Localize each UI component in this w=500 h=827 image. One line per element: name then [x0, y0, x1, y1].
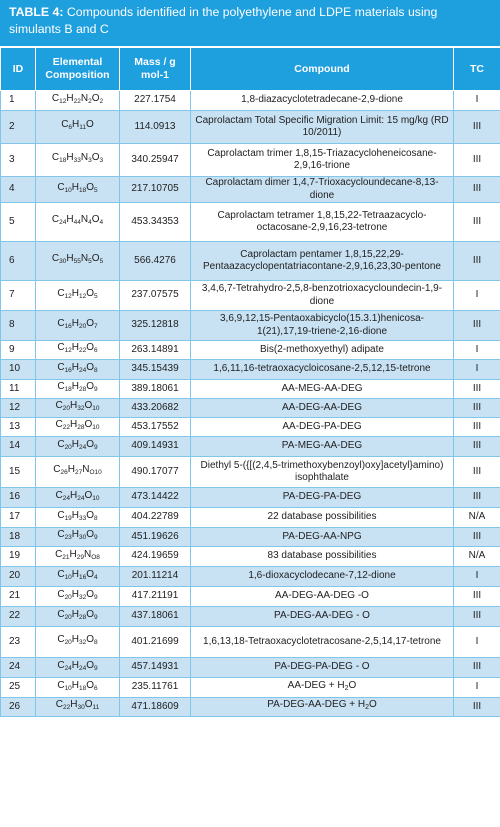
cell-compound: 22 database possibilities	[191, 508, 454, 528]
cell-tc: I	[454, 627, 500, 658]
cell-tc: III	[454, 111, 500, 144]
cell-mass: 114.0913	[120, 111, 191, 144]
cell-id: 7	[1, 281, 36, 311]
cell-elemental-composition: $C_6H_{11}O$	[36, 111, 120, 144]
cell-id: 3	[1, 144, 36, 177]
table-row	[1, 311, 500, 341]
cell-elemental-composition: $C_{21}H_{29}N_{O8}$	[36, 547, 120, 567]
cell-tc: I	[454, 678, 500, 698]
table-row	[1, 587, 500, 607]
cell-id: 10	[1, 360, 36, 380]
header-elemental-composition: Elemental Composition	[36, 48, 120, 91]
cell-id: 5	[1, 203, 36, 242]
cell-tc: III	[454, 418, 500, 437]
cell-id: 17	[1, 508, 36, 528]
cell-mass: 263.14891	[120, 341, 191, 360]
table-row	[1, 177, 500, 203]
cell-elemental-composition: $C_{23}H_{30}O_9$	[36, 528, 120, 547]
table-row	[1, 658, 500, 678]
table-row	[1, 144, 500, 177]
table-row	[1, 91, 500, 111]
cell-compound: PA-DEG-AA-DEG - O	[191, 607, 454, 627]
cell-elemental-composition: $C_{18}H_{33}N_3O_3$	[36, 144, 120, 177]
cell-compound: 1,8-diazacyclotetradecane-2,9-dione	[191, 91, 454, 111]
cell-tc: I	[454, 91, 500, 111]
cell-mass: 490.17077	[120, 457, 191, 488]
table-row	[1, 698, 500, 717]
cell-compound: Caprolactam Total Specific Migration Limit: 15 mg/kg (RD 10/2011)	[191, 111, 454, 144]
cell-compound: 83 database possibilities	[191, 547, 454, 567]
cell-id: 4	[1, 177, 36, 203]
table-row	[1, 528, 500, 547]
cell-mass: 417.21191	[120, 587, 191, 607]
cell-compound: AA-DEG-AA-DEG	[191, 399, 454, 418]
cell-mass: 566.4276	[120, 242, 191, 281]
cell-elemental-composition: $C_{19}H_{33}O_8$	[36, 508, 120, 528]
cell-tc: III	[454, 528, 500, 547]
cell-tc: I	[454, 360, 500, 380]
cell-mass: 424.19659	[120, 547, 191, 567]
cell-tc: I	[454, 567, 500, 587]
cell-elemental-composition: $C_{10}H_{18}O_5$	[36, 177, 120, 203]
cell-tc: III	[454, 399, 500, 418]
cell-id: 24	[1, 658, 36, 678]
cell-compound: Caprolactam dimer 1,4,7-Trioxacycloundecane-8,13-dione	[191, 177, 454, 203]
cell-mass: 201.11214	[120, 567, 191, 587]
cell-id: 9	[1, 341, 36, 360]
cell-mass: 345.15439	[120, 360, 191, 380]
cell-tc: I	[454, 281, 500, 311]
cell-id: 11	[1, 380, 36, 399]
cell-mass: 340.25947	[120, 144, 191, 177]
cell-mass: 451.19626	[120, 528, 191, 547]
cell-id: 12	[1, 399, 36, 418]
cell-elemental-composition: $C_{22}H_{28}O_{10}$	[36, 418, 120, 437]
cell-elemental-composition: $C_{10}H_{18}O_6$	[36, 678, 120, 698]
table-row	[1, 242, 500, 281]
cell-compound: PA-DEG-PA-DEG	[191, 488, 454, 508]
cell-tc: III	[454, 242, 500, 281]
cell-elemental-composition: $C_{10}H_{16}O_4$	[36, 567, 120, 587]
header-row	[1, 48, 500, 91]
caption-text: Compounds identified in the polyethylene and LDPE materials using simulants B and C	[9, 5, 438, 36]
cell-tc: N/A	[454, 547, 500, 567]
cell-compound: PA-DEG-PA-DEG - O	[191, 658, 454, 678]
cell-tc: III	[454, 380, 500, 399]
cell-mass: 453.34353	[120, 203, 191, 242]
table-row	[1, 607, 500, 627]
caption-label: TABLE 4:	[9, 5, 64, 19]
cell-tc: III	[454, 698, 500, 717]
cell-elemental-composition: $C_{20}H_{32}O_9$	[36, 587, 120, 607]
table-row	[1, 488, 500, 508]
cell-elemental-composition: $C_{20}H_{32}O_8$	[36, 627, 120, 658]
table-row	[1, 627, 500, 658]
cell-mass: 235.11761	[120, 678, 191, 698]
cell-mass: 389.18061	[120, 380, 191, 399]
cell-compound: PA-DEG-AA-NPG	[191, 528, 454, 547]
table-row	[1, 203, 500, 242]
cell-elemental-composition: $C_{20}H_{32}O_{10}$	[36, 399, 120, 418]
header-compound: Compound	[191, 48, 454, 91]
cell-id: 20	[1, 567, 36, 587]
cell-elemental-composition: $C_{24}H_{24}O_9$	[36, 658, 120, 678]
cell-compound: Bis(2-methoxyethyl) adipate	[191, 341, 454, 360]
cell-compound: $PA-DEG-AA-DEG + H_2O$	[191, 698, 454, 717]
cell-elemental-composition: $C_{26}H_{27}N_{O10}$	[36, 457, 120, 488]
cell-mass: 404.22789	[120, 508, 191, 528]
cell-mass: 227.1754	[120, 91, 191, 111]
compounds-table	[0, 47, 500, 717]
cell-elemental-composition: $C_{12}H_{12}O_5$	[36, 281, 120, 311]
cell-compound: 1,6,11,16-tetraoxacycloicosane-2,5,12,15-tetrone	[191, 360, 454, 380]
cell-tc: III	[454, 658, 500, 678]
cell-tc: III	[454, 587, 500, 607]
cell-compound: AA-DEG-AA-DEG -O	[191, 587, 454, 607]
table-body	[1, 91, 500, 717]
cell-mass: 453.17552	[120, 418, 191, 437]
cell-id: 2	[1, 111, 36, 144]
cell-elemental-composition: $C_{22}H_{30}O_{11}$	[36, 698, 120, 717]
cell-id: 15	[1, 457, 36, 488]
cell-compound: Caprolactam pentamer 1,8,15,22,29-Pentaazacyclopentatriacontane-2,9,16,23,30-pentone	[191, 242, 454, 281]
cell-mass: 471.18609	[120, 698, 191, 717]
cell-id: 19	[1, 547, 36, 567]
header-id: ID	[1, 48, 36, 91]
table-row	[1, 437, 500, 457]
cell-mass: 437.18061	[120, 607, 191, 627]
cell-id: 23	[1, 627, 36, 658]
cell-elemental-composition: $C_{16}H_{20}O_7$	[36, 311, 120, 341]
table-row	[1, 380, 500, 399]
cell-elemental-composition: $C_{30}H_{55}N_5O_5$	[36, 242, 120, 281]
table-caption	[0, 0, 500, 46]
cell-tc: III	[454, 488, 500, 508]
table-row	[1, 457, 500, 488]
cell-compound: Caprolactam tetramer 1,8,15,22-Tetraazacyclo-octacosane-2,9,16,23-tetrone	[191, 203, 454, 242]
cell-tc: III	[454, 177, 500, 203]
cell-compound: 3,6,9,12,15-Pentaoxabicyclo(15.3.1)henicosa-1(21),17,19-triene-2,16-dione	[191, 311, 454, 341]
table-row	[1, 341, 500, 360]
cell-tc: III	[454, 437, 500, 457]
table-row	[1, 567, 500, 587]
cell-mass: 401.21699	[120, 627, 191, 658]
cell-elemental-composition: $C_{12}H_{22}O_6$	[36, 341, 120, 360]
cell-elemental-composition: $C_{20}H_{28}O_9$	[36, 607, 120, 627]
table-row	[1, 678, 500, 698]
cell-id: 6	[1, 242, 36, 281]
cell-mass: 409.14931	[120, 437, 191, 457]
cell-elemental-composition: $C_{20}H_{24}O_9$	[36, 437, 120, 457]
cell-id: 18	[1, 528, 36, 547]
cell-compound: PA-MEG-AA-DEG	[191, 437, 454, 457]
cell-elemental-composition: $C_{12}H_{22}N_2O_2$	[36, 91, 120, 111]
cell-mass: 433.20682	[120, 399, 191, 418]
cell-id: 8	[1, 311, 36, 341]
table-row	[1, 547, 500, 567]
cell-id: 13	[1, 418, 36, 437]
cell-compound: 1,6,13,18-Tetraoxacyclotetracosane-2,5,14,17-tetrone	[191, 627, 454, 658]
table-row	[1, 360, 500, 380]
table-row	[1, 281, 500, 311]
cell-elemental-composition: $C_{18}H_{28}O_9$	[36, 380, 120, 399]
cell-mass: 217.10705	[120, 177, 191, 203]
cell-tc: N/A	[454, 508, 500, 528]
table-row	[1, 399, 500, 418]
cell-tc: III	[454, 457, 500, 488]
table-row	[1, 111, 500, 144]
cell-tc: III	[454, 311, 500, 341]
cell-id: 1	[1, 91, 36, 111]
cell-elemental-composition: $C_{24}H_{24}O_{10}$	[36, 488, 120, 508]
cell-id: 21	[1, 587, 36, 607]
cell-tc: III	[454, 607, 500, 627]
cell-compound: 1,6-dioxacyclodecane-7,12-dione	[191, 567, 454, 587]
cell-mass: 325.12818	[120, 311, 191, 341]
cell-id: 26	[1, 698, 36, 717]
cell-compound: AA-MEG-AA-DEG	[191, 380, 454, 399]
cell-tc: III	[454, 203, 500, 242]
table-row	[1, 418, 500, 437]
table-row	[1, 508, 500, 528]
cell-tc: III	[454, 144, 500, 177]
cell-id: 25	[1, 678, 36, 698]
cell-id: 22	[1, 607, 36, 627]
cell-compound: AA-DEG-PA-DEG	[191, 418, 454, 437]
cell-mass: 457.14931	[120, 658, 191, 678]
cell-id: 14	[1, 437, 36, 457]
cell-id: 16	[1, 488, 36, 508]
cell-mass: 237.07575	[120, 281, 191, 311]
cell-mass: 473.14422	[120, 488, 191, 508]
header-mass: Mass / g mol-1	[120, 48, 191, 91]
cell-elemental-composition: $C_{16}H_{24}O_8$	[36, 360, 120, 380]
cell-compound: $AA-DEG + H_2O$	[191, 678, 454, 698]
cell-compound: Caprolactam trimer 1,8,15-Triazacycloheneicosane-2,9,16-trione	[191, 144, 454, 177]
cell-tc: I	[454, 341, 500, 360]
cell-elemental-composition: $C_{24}H_{44}N_4O_4$	[36, 203, 120, 242]
cell-compound: 3,4,6,7-Tetrahydro-2,5,8-benzotrioxacycloundecin-1,9-dione	[191, 281, 454, 311]
cell-compound: Diethyl 5-({[(2,4,5-trimethoxybenzoyl)oxy]acetyl}amino) isophthalate	[191, 457, 454, 488]
header-tc: TC	[454, 48, 500, 91]
